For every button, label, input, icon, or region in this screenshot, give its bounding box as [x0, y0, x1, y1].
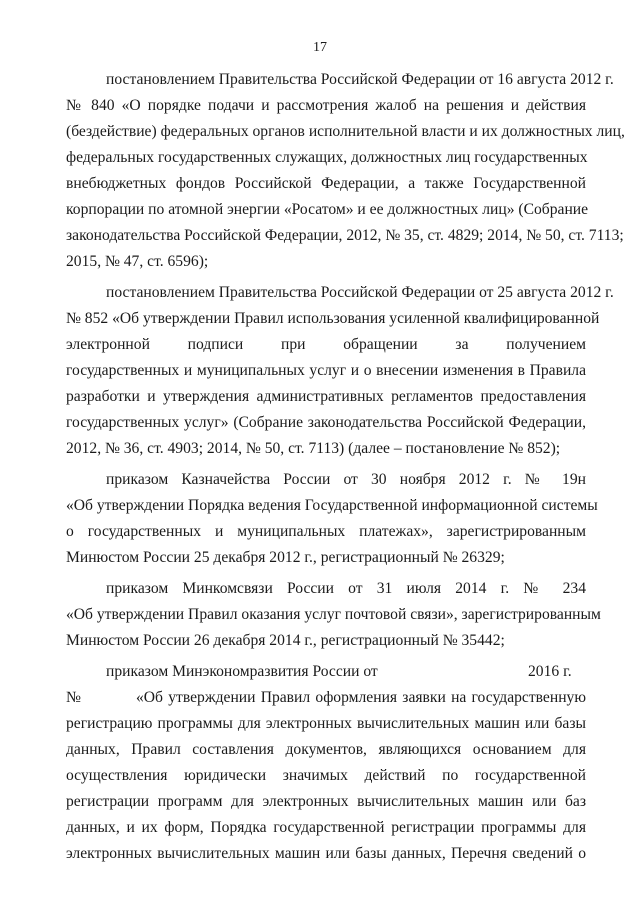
text-line: внебюджетных фондов Российской Федерации, а также Государственной: [66, 175, 586, 192]
text-line: электронных вычислительных машин или базы данных, Перечня сведений о: [66, 845, 586, 862]
text-line: постановлением Правительства Российской Федерации от 16 августа 2012 г.: [106, 71, 614, 88]
text-line: 2016 г.: [528, 663, 572, 680]
text-line: приказом Минкомсвязи России от 31 июля 2014 г. № 234: [106, 580, 586, 597]
text-line: Минюстом России 25 декабря 2012 г., регистрационный № 26329;: [66, 549, 505, 566]
text-line: законодательства Российской Федерации, 2012, № 35, ст. 4829; 2014, № 50, ст. 7113;: [66, 227, 624, 244]
text-line: «Об утверждении Правил оформления заявки на государственную: [136, 689, 586, 706]
text-line: федеральных государственных служащих, должностных лиц государственных: [66, 149, 588, 166]
text-line: разработки и утверждения административных регламентов предоставления: [66, 388, 586, 405]
text-line: «Об утверждении Порядка ведения Государственной информационной системы: [66, 497, 598, 514]
text-line: постановлением Правительства Российской Федерации от 25 августа 2012 г.: [106, 284, 614, 301]
text-line: данных, Правил составления документов, являющихся основанием для: [66, 741, 586, 758]
text-line: (бездействие) федеральных органов исполнительной власти и их должностных лиц,: [66, 123, 625, 140]
text-line: № 852 «Об утверждении Правил использования усиленной квалифицированной: [66, 310, 600, 327]
text-line: о государственных и муниципальных платежах», зарегистрированным: [66, 523, 586, 540]
text-line: Минюстом России 26 декабря 2014 г., регистрационный № 35442;: [66, 632, 505, 649]
text-line: №: [66, 689, 81, 706]
page-number: 17: [313, 40, 327, 55]
text-line: 2015, № 47, ст. 6596);: [66, 253, 209, 270]
text-line: государственных и муниципальных услуг и о внесении изменения в Правила: [66, 362, 586, 379]
text-line: приказом Минэкономразвития России от: [106, 663, 378, 680]
text-line: «Об утверждении Правил оказания услуг почтовой связи», зарегистрированным: [66, 606, 601, 623]
text-line: регистрации программ для электронных вычислительных машин или баз: [66, 793, 586, 810]
text-line: 2012, № 36, ст. 4903; 2014, № 50, ст. 7113) (далее – постановление № 852);: [66, 440, 561, 457]
text-line: приказом Казначейства России от 30 ноября 2012 г. № 19н: [106, 471, 586, 488]
text-line: № 840 «О порядке подачи и рассмотрения жалоб на решения и действия: [66, 97, 586, 114]
text-line: данных, и их форм, Порядка государственной регистрации программы для: [66, 819, 586, 836]
text-line: регистрацию программы для электронных вычислительных машин или базы: [66, 715, 586, 732]
text-line: электронной подписи при обращении за получением: [66, 336, 586, 353]
text-line: осуществления юридически значимых действий по государственной: [66, 767, 586, 784]
text-line: корпорации по атомной энергии «Росатом» и ее должностных лиц» (Собрание: [66, 201, 589, 218]
text-line: государственных услуг» (Собрание законодательства Российской Федерации,: [66, 414, 586, 431]
